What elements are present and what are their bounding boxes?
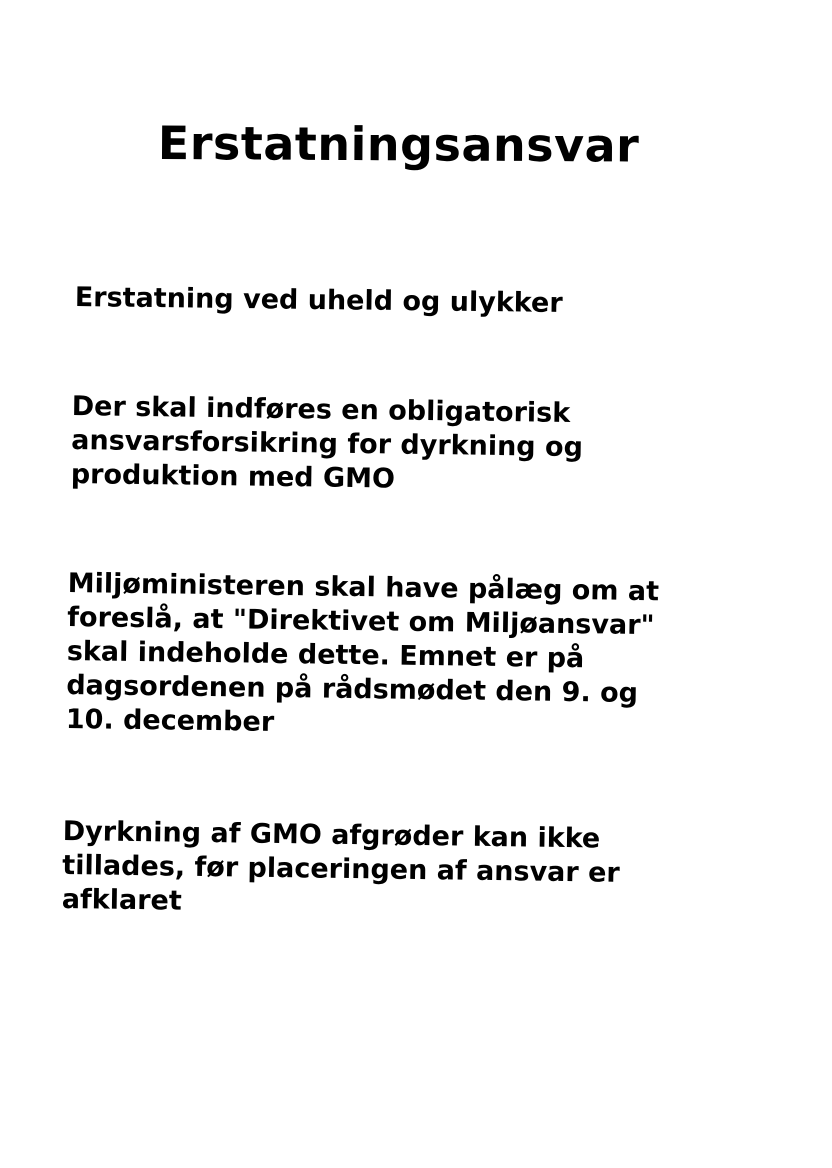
paragraph-line: 10. december	[65, 703, 275, 738]
paragraph-line: skal indeholde dette. Emnet er på	[66, 635, 585, 675]
paragraph-line: produktion med GMO	[70, 458, 396, 495]
paragraph-line: Der skal indføres en obligatorisk	[71, 390, 571, 429]
paragraph-directive	[66, 567, 660, 745]
paragraph-line: tillades, før placeringen af ansvar er	[62, 849, 620, 889]
paragraph-cultivation	[62, 815, 621, 925]
paragraph-insurance	[71, 390, 584, 499]
page-title: Erstatningsansvar	[157, 116, 640, 173]
paragraph-line: Dyrkning af GMO afgrøder kan ikke	[62, 815, 601, 855]
paragraph-line: afklaret	[61, 883, 182, 917]
paragraph-line: ansvarsforsikring for dyrkning og	[71, 424, 584, 464]
paragraph-line: foreslå, at "Direktivet om Miljøansvar"	[67, 601, 655, 642]
page-subtitle: Erstatning ved uheld og ulykker	[74, 282, 563, 319]
paragraph-line: Miljøministeren skal have pålæg om at	[67, 567, 660, 608]
paragraph-line: dagsordenen på rådsmødet den 9. og	[66, 669, 639, 709]
